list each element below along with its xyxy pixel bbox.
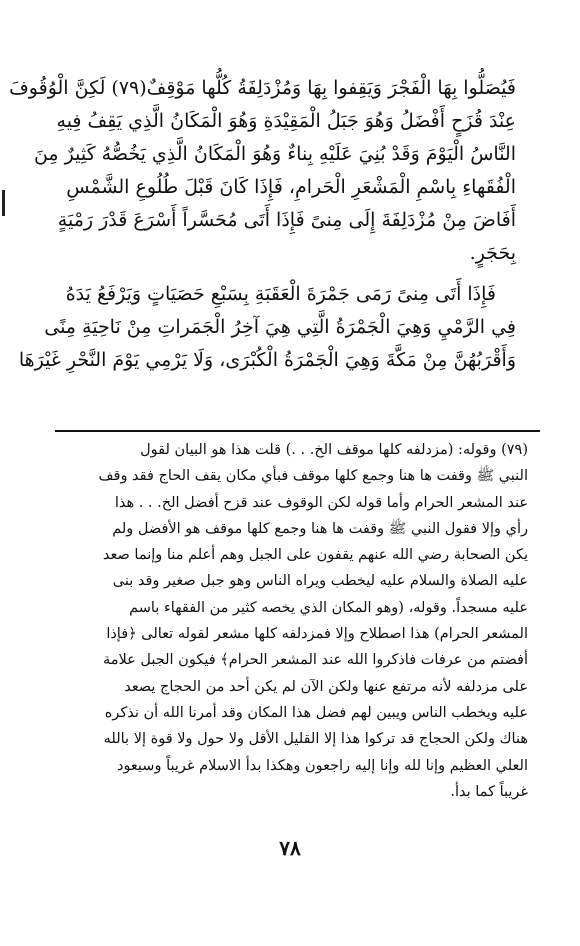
footnote-line: يكن الصحابة رضي الله عنهم يقفون على الجبل وهم أعلم منا وإنما صعد (102, 547, 528, 564)
footnote-line: عند المشعر الحرام وأما قوله لكن الوقوف عند قزح أفضل الخ. . . هذا (114, 494, 528, 511)
footnote-line: غريباً كما بدأ. (450, 783, 528, 800)
page-number: ٧٨ (279, 836, 301, 860)
footnote-line: رأي وإلا فقول النبي ﷺ وقفت ها هنا وجمع كلها موقف هو الأفضل ولم (112, 520, 528, 537)
footnote-line: العلي العظيم وإنا لله وإنا إليه راجعون وهكذا بدأ الاسلام غريباً وسيعود (116, 757, 528, 774)
main-text-line: الْفُقَهاءِ بِاسْمِ الْمَشْعَرِ الْحَرامِ، فَإِذَا كَانَ قَبْلَ طُلُوعِ الشَّمْسِ (66, 176, 516, 198)
footnote-line: على مزدلفه لأنه مرتفع عنها ولكن الآن لم يكن أحد من الحجاج يصعد (124, 678, 528, 695)
footnote-block (58, 437, 528, 805)
footnote-line: عليه مسجداً. وقوله، (وهو المكان الذي يخصه كثير من الفقهاء باسم (129, 599, 528, 616)
footnote-line: النبي ﷺ وقفت ها هنا وجمع كلها موقف فبأي مكان يقف الحاج فقد وقف (98, 468, 528, 485)
footnote-line: عليه الصلاة والسلام عليه ليخطب ويراه الناس وهو جبل صغير وقد بنى (112, 573, 528, 590)
footnote-line: عليه ويخطب الناس ويبين لهم فضل هذا المكان وقد أمرنا الله أن نذكره (104, 704, 528, 721)
main-text-line: فَيُصَلُّوا بِهَا الْفَجْرَ وَيَقِفوا بِهَا وَمُزْدَلِفَةُ كُلُّها مَوْقِفٌ(٧٩) لَكِنَّ الْوُقُوفَ (9, 77, 516, 99)
main-text-block (9, 72, 516, 377)
main-text-line: النَّاسُ الْيَوْمَ وَقَدْ بُنِيَ عَلَيْهِ بِناءٌ وَهُوَ الْمَكَانُ الَّذِي يَخُصُّهُ كَثِيرٌ مِنَ (33, 143, 516, 165)
footnote-separator (55, 430, 540, 432)
main-text-line: عِنْدَ قُزَحٍ أَفْضَلُ وَهُوَ جَبَلُ الْمَقِيْدَةِ وَهُوَ الْمَكَانُ الَّذِي يَقِفُ فِيهِ (56, 110, 516, 132)
main-text-line: أَفَاضَ مِنْ مُزْدَلِفَةَ إِلَى مِنىً فَإِذَا أَتَى مُحَسَّراً أَسْرَعَ قَدْرَ رَمْيَةٍ (57, 209, 516, 231)
main-text-line: فِي الرَّمْيِ وَهِيَ الْجَمْرَةُ الَّتِي هِيَ آخِرُ الْجَمَراتِ مِنْ نَاحِيَةِ مِنًى (44, 316, 516, 338)
margin-mark (2, 190, 5, 216)
footnote-line: هناك ولكن الحجاج قد تركوا هذا إلا القليل الأقل ولا حول ولا قوة إلا بالله (103, 731, 528, 748)
main-text-line: بِحَجَرٍ. (469, 242, 516, 264)
main-text-line: فَإِذَا أَتَى مِنىً رَمَى جَمْرَةَ الْعَقَبَةِ بِسَبْعِ حَصَيَاتٍ وَيَرْفَعُ يَدَهُ (65, 283, 496, 305)
footnote-line: أفضتم من عرفات فاذكروا الله عند المشعر الحرام﴾ فيكون الجبل علامة (102, 652, 528, 669)
footnote-line: المشعر الحرام) هذا اصطلاح وإلا فمزدلفه كلها مشعر لقوله تعالى ﴿فإذا (106, 626, 528, 643)
main-text-line: وَأَقْرَبُهُنَّ مِنْ مَكَّةَ وَهِيَ الْجَمْرَةُ الْكُبْرَى، وَلَا يَرْمِي يَوْمَ النَّحْرِ غَيْرَهَا (18, 349, 516, 371)
footnote-line: (٧٩) وقوله: (مزدلفه كلها موقف الخ. . .) قلت هذا هو البيان لقول (140, 442, 528, 458)
